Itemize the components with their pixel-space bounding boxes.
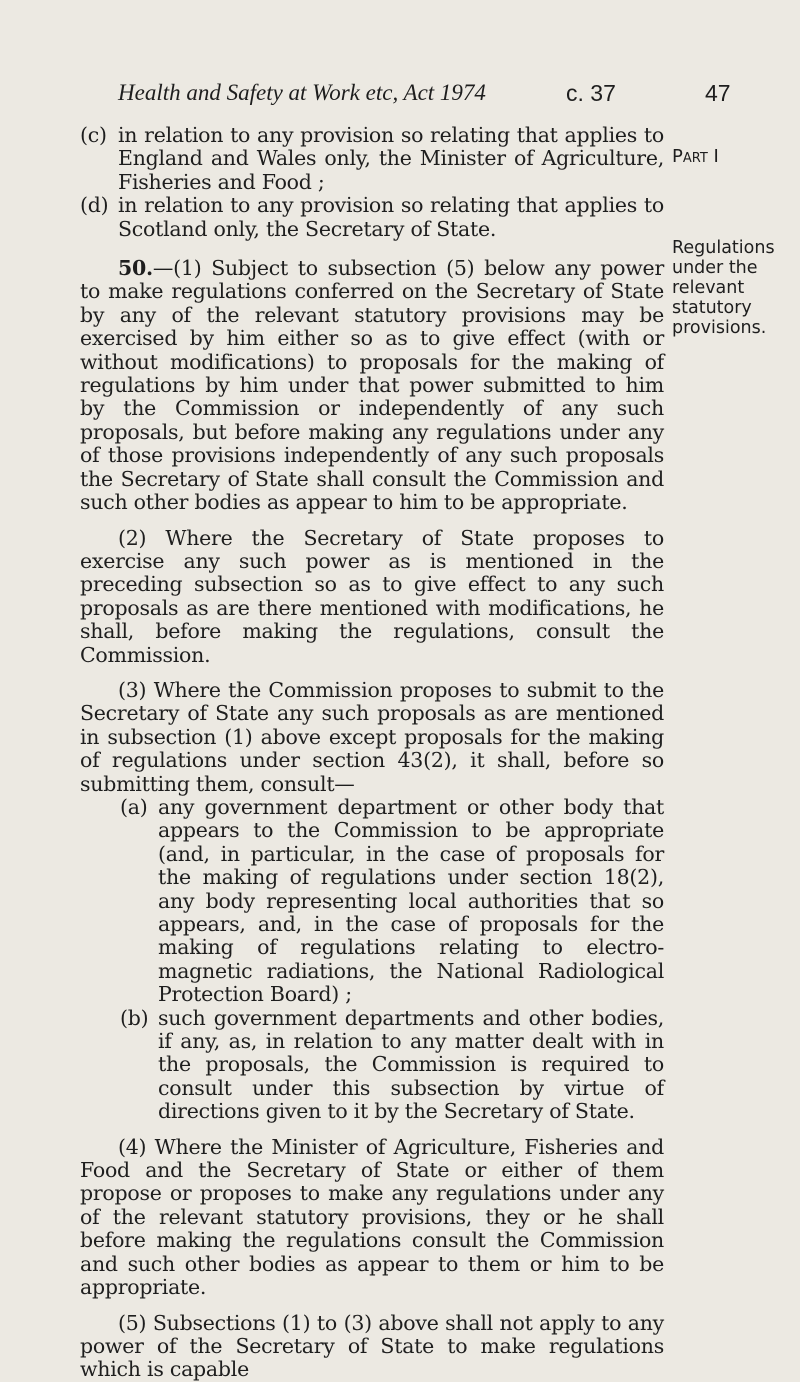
item-d xyxy=(80,194,664,241)
item-3b-text: such government departments and other bodies, if any, as, in relation to any matter dealt with in the proposals, the Commission is required to consult under this subsection by virtue of directions given to it by the Secretary of State. xyxy=(158,1005,664,1124)
section-50-subsection-4: (4) Where the Minister of Agriculture, Fisheries and Food and the Secretary of State or either of them propose or proposes to make any regulations under any of the relevant statutory provisions, they or he shall before making the regulations consult the Commission and such other bodies as appear to them or him to be appropriate. xyxy=(80,1134,664,1300)
section-50-subsection-1 xyxy=(80,257,664,514)
subsection-1-text: —(1) Subject to subsection (5) below any power to make regulations conferred on the Secretary of State by any of the relevant statutory provisions may be exercised by him either so as to give effect (with or without modifications) to proposals for the making of regulations by him under that power submitted to him by the Commission or independently of any such proposals, but before making any regulations under any of those provisions independently of any such proposals the Secretary of State shall consult the Commission and such other bodies as appear to him to be appropriate. xyxy=(80,256,664,515)
item-c-marker: (c) xyxy=(80,123,107,147)
main-text xyxy=(80,124,664,1382)
item-3b-marker: (b) xyxy=(120,1005,149,1030)
page-number: 47 xyxy=(705,80,731,106)
header-chapter: c. 37 xyxy=(566,80,616,106)
margin-note xyxy=(672,238,792,338)
margin-note-line: Regulations xyxy=(672,238,775,258)
margin-note-line: under the xyxy=(672,258,758,278)
item-3a-text: any government department or other body that appears to the Commission to be appropriate (and, in particular, in the case of proposals for the making of regulations under section 18(2), any body representing local authorities that so appears, and, in the case of proposals for the making of regulations relating to electro-magnetic radiations, the National Radiological Protection Board) ; xyxy=(158,794,664,1007)
section-number: 50. xyxy=(118,256,153,281)
item-c xyxy=(80,124,664,194)
margin-note-line: relevant xyxy=(672,278,745,298)
running-header xyxy=(118,80,658,114)
margin-note-line: statutory xyxy=(672,298,752,318)
item-d-text: in relation to any provision so relating that applies to Scotland only, the Secretary of State. xyxy=(118,193,664,241)
section-50-subsection-5: (5) Subsections (1) to (3) above shall not apply to any power of the Secretary of State to make regulations which is capable xyxy=(80,1310,664,1382)
item-d-marker: (d) xyxy=(80,193,109,218)
header-title: Health and Safety at Work etc, Act 1974 xyxy=(118,80,486,105)
section-50-subsection-2: (2) Where the Secretary of State proposes to exercise any such power as is mentioned in the preceding subsection so as to give effect to any such proposals as are there mentioned with modifications, he shall, before making the regulations, consult the Commission. xyxy=(80,525,664,667)
item-3b xyxy=(80,1007,664,1124)
item-c-text: in relation to any provision so relating that applies to England and Wales only, the Minister of Agriculture, Fisheries and Food ; xyxy=(118,123,664,194)
item-3a-marker: (a) xyxy=(120,794,148,819)
margin-part-label: Part I xyxy=(672,146,719,167)
margin-note-line: provisions. xyxy=(672,318,767,338)
item-3a xyxy=(80,796,664,1007)
section-50-subsection-3: (3) Where the Commission proposes to submit to the Secretary of State any such proposals as are mentioned in subsection (1) above except proposals for the making of regulations under section 43(2), it shall, before so submitting them, consult— xyxy=(80,677,664,796)
